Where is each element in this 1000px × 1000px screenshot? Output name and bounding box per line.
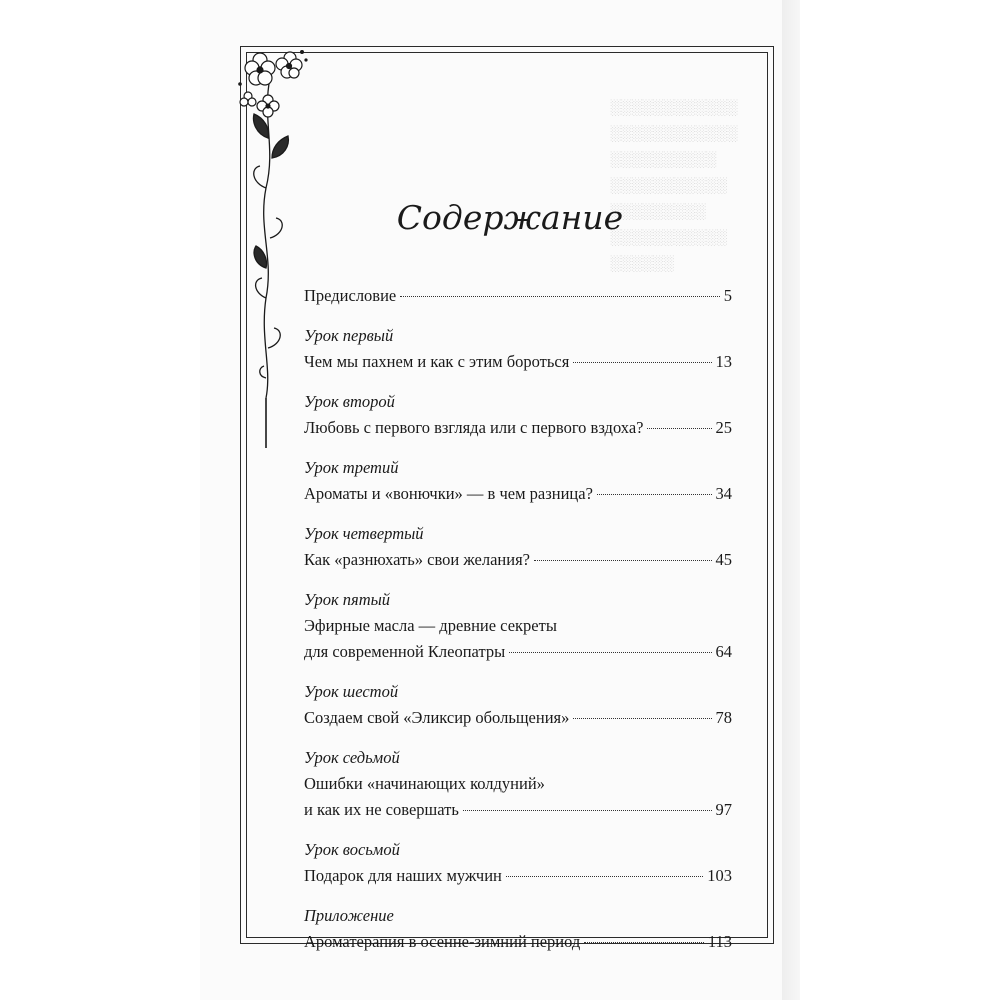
toc-page-number: 5 [723,286,732,305]
toc-page-number: 78 [715,708,732,727]
toc-entry-title: Подарок для наших мужчин [304,866,502,885]
dot-leader [534,560,712,561]
toc-page-number: 103 [707,866,732,885]
toc-line [304,613,732,639]
toc-entry-title: Чем мы пахнем и как с этим бороться [304,352,570,371]
toc-lesson-label: Урок седьмой [304,748,400,767]
dot-leader [573,718,711,719]
toc-line [304,639,732,665]
toc-line [304,929,732,955]
dot-leader [400,296,720,297]
toc-line [304,771,732,797]
toc-entry-title: Создаем свой «Эликсир обольщения» [304,708,570,727]
toc-entry-title: Ошибки «начинающих колдуний» [304,774,545,793]
toc-lesson-label: Урок второй [304,392,395,411]
toc-page-number: 45 [715,550,732,569]
toc-page-number: 64 [715,642,732,661]
dot-leader [597,494,712,495]
toc-entry [304,521,732,573]
toc-entry [304,587,732,665]
toc-entry-title: Ароматы и «вонючки» — в чем разница? [304,484,593,503]
toc-line [304,283,732,309]
toc-lesson-label: Урок пятый [304,590,391,609]
page-title: Содержание [396,198,624,237]
toc-entry [304,455,732,507]
dot-leader [573,362,711,363]
toc-line [304,705,732,731]
toc-entry-title: для современной Клеопатры [304,642,506,661]
toc-page-number: 34 [715,484,732,503]
toc-lesson-label: Урок четвертый [304,524,424,543]
toc-entry [304,903,732,955]
toc-line [304,415,732,441]
toc-entry-title: Любовь с первого взгляда или с первого вздоха? [304,418,644,437]
toc-entry [304,389,732,441]
toc-lesson-label: Урок первый [304,326,394,345]
toc-entry-title: и как их не совершать [304,800,459,819]
toc-entry [304,323,732,375]
toc-line [304,863,732,889]
dot-leader [506,876,703,877]
toc-entry [304,283,732,309]
dot-leader [463,810,712,811]
dot-leader [509,652,711,653]
toc-entry-title: Ароматерапия в осенне-зимний период [304,932,581,951]
toc-lesson-label: Урок шестой [304,682,399,701]
toc-line [304,547,732,573]
show-through-text: ░░░░░░░░░░░░ ░░░░░░░░░░░░ ░░░░░░░░░░ ░░░░░░░░░░░ ░░░░░░░░░ ░░░░░░░░░░░ ░░░░░░ [610,100,738,272]
toc-page-number: 97 [715,800,732,819]
dot-leader [584,942,704,943]
toc-line [304,349,732,375]
toc-line [304,797,732,823]
toc-entry [304,679,732,731]
toc-entry-title: Как «разнюхать» свои желания? [304,550,530,569]
toc-line [304,481,732,507]
toc-page-number: 25 [715,418,732,437]
toc-lesson-label: Урок третий [304,458,399,477]
toc-entry-title: Эфирные масла — древние секреты [304,616,557,635]
toc-page-number: 113 [707,932,732,951]
floral-ornament-icon [232,38,312,458]
dot-leader [647,428,711,429]
toc-page-number: 13 [715,352,732,371]
toc-entry [304,837,732,889]
toc-entry-title: Предисловие [304,286,397,305]
toc-entry [304,745,732,823]
table-of-contents [304,283,732,969]
toc-lesson-label: Урок восьмой [304,840,400,859]
toc-lesson-label: Приложение [304,906,394,925]
